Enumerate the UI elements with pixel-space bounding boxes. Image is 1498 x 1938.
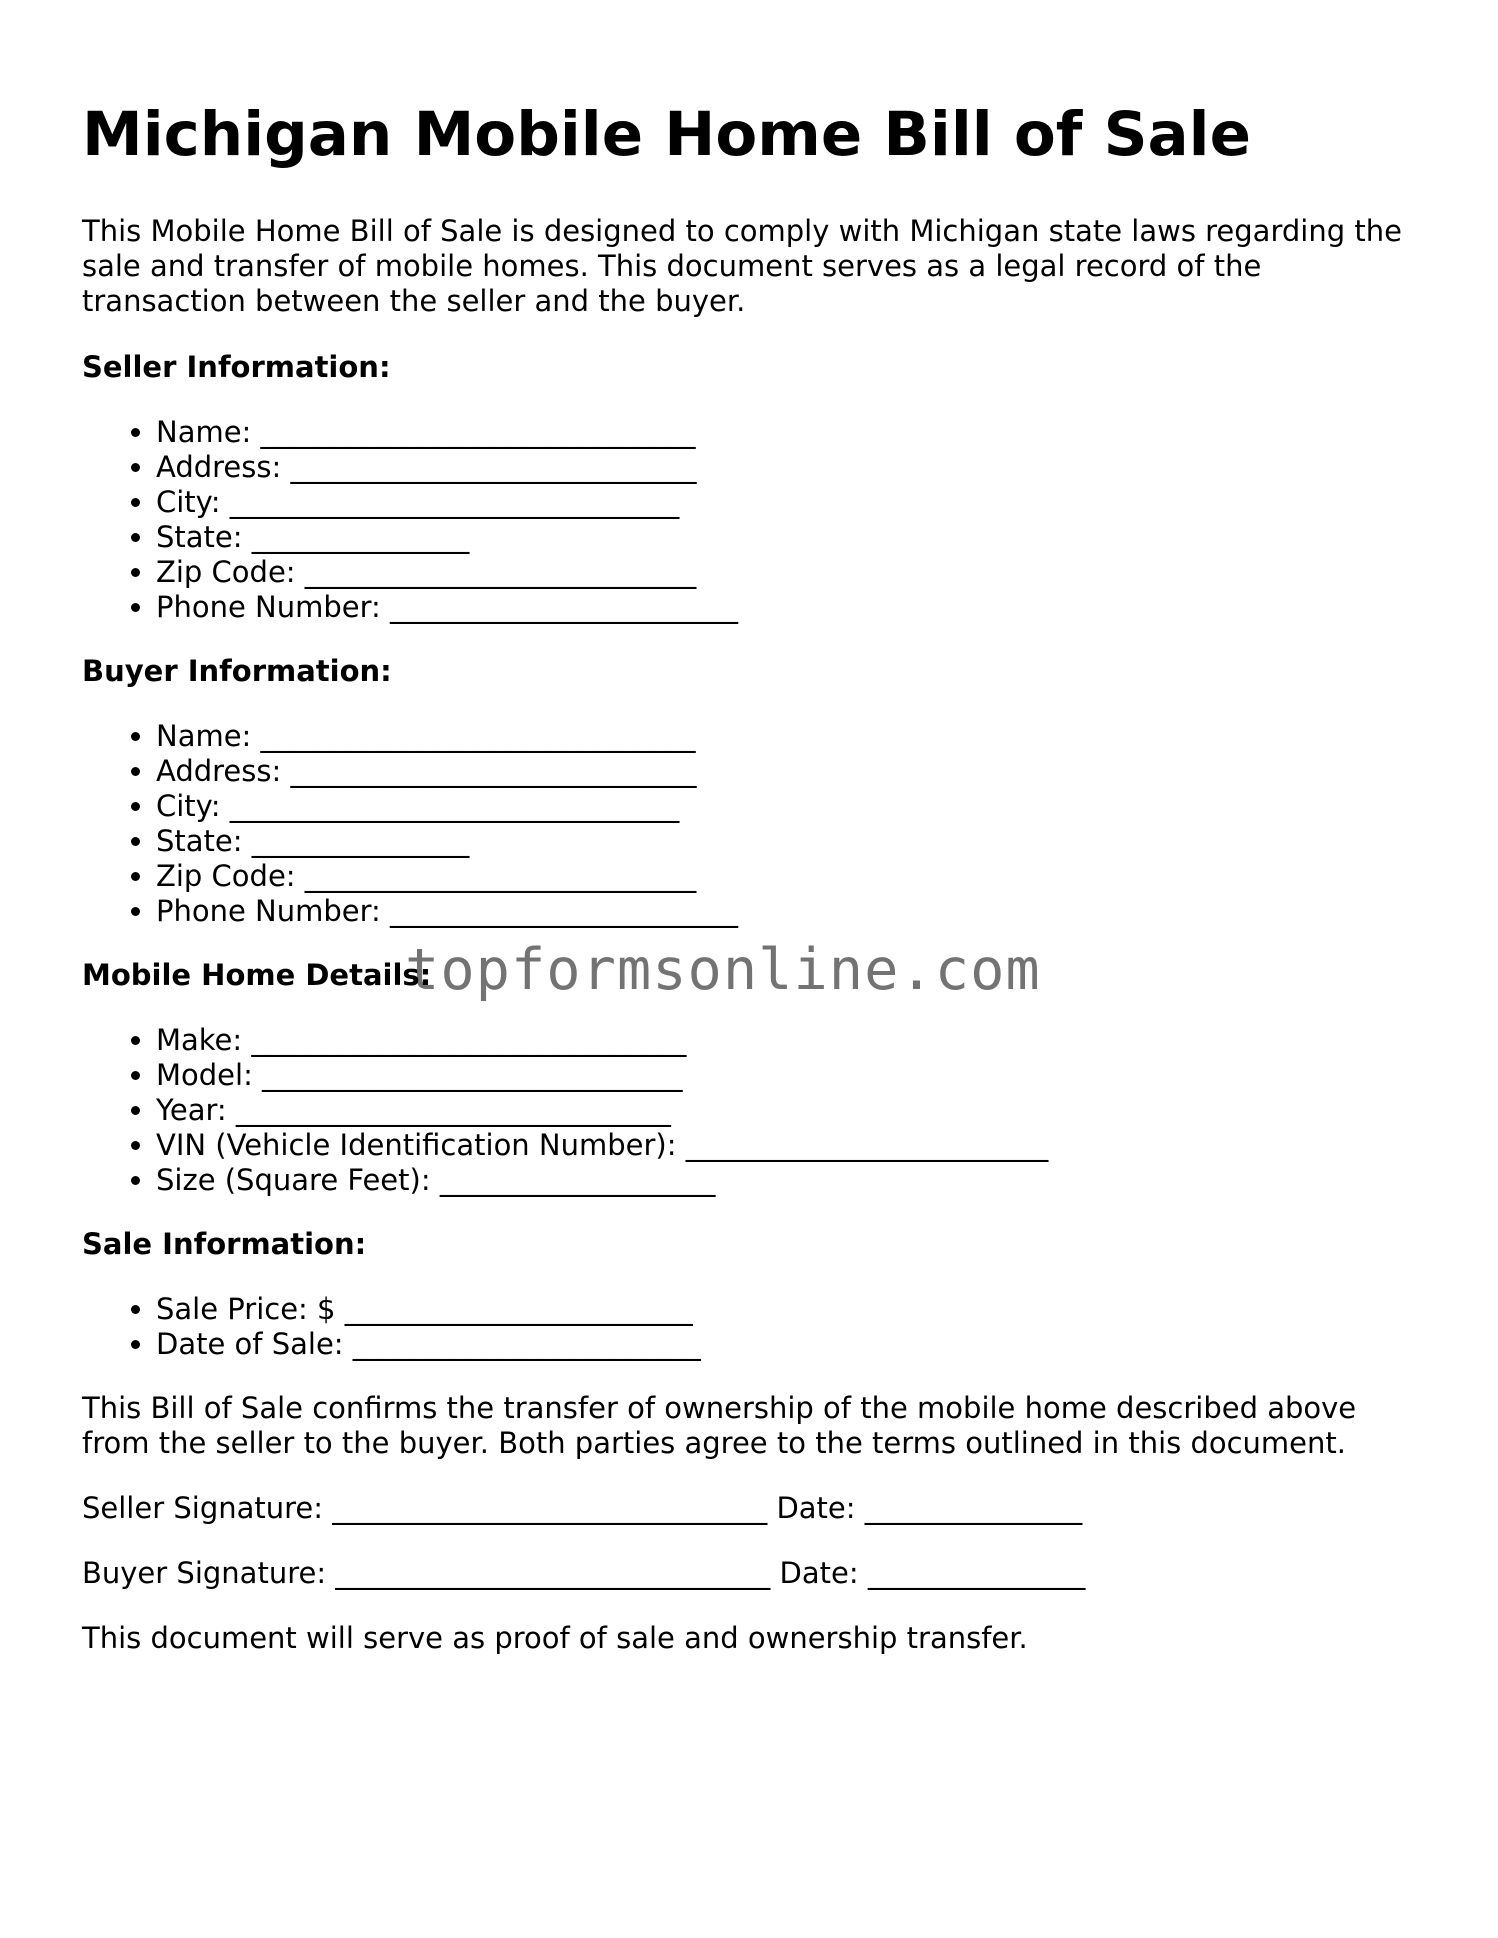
seller-state-field: • State: _______________ [156, 520, 1422, 555]
buyer-phone-field: • Phone Number: ________________________ [156, 894, 1422, 929]
home-model-field: • Model: _____________________________ [156, 1058, 1422, 1093]
buyer-city-field: • City: _______________________________ [156, 789, 1422, 824]
buyer-signature-line: Buyer Signature: ______________________________ Date: _______________ [82, 1556, 1086, 1591]
sale-price-field: • Sale Price: $ ________________________ [156, 1292, 1422, 1327]
document-page [82, 100, 1422, 1656]
seller-city-field: • City: _______________________________ [156, 485, 1422, 520]
seller-name-field: • Name: ______________________________ [156, 415, 1422, 450]
buyer-fields [82, 719, 1422, 929]
home-details-fields [82, 1023, 1422, 1198]
home-size-field: • Size (Square Feet): ___________________ [156, 1163, 1422, 1198]
buyer-address-field: • Address: ____________________________ [156, 754, 1422, 789]
seller-fields [82, 415, 1422, 625]
seller-heading: Seller Information: [82, 350, 391, 385]
intro-paragraph: This Mobile Home Bill of Sale is designed to comply with Michigan state laws regarding the sale and transfer of mobile homes. This document serves as a legal record of the transaction between the seller and the buyer. [82, 214, 1402, 319]
seller-phone-field: • Phone Number: ________________________ [156, 590, 1422, 625]
buyer-zip-field: • Zip Code: ___________________________ [156, 859, 1422, 894]
buyer-state-field: • State: _______________ [156, 824, 1422, 859]
watermark-text: topformsonline.com [405, 937, 1041, 1003]
home-vin-field: • VIN (Vehicle Identification Number): _________________________ [156, 1128, 1422, 1163]
sale-fields [82, 1292, 1422, 1362]
closing-paragraph: This Bill of Sale confirms the transfer of ownership of the mobile home described above from the seller to the buyer. Both parties agree to the terms outlined in this document. [82, 1391, 1357, 1461]
document-title: Michigan Mobile Home Bill of Sale [82, 99, 1251, 170]
buyer-heading: Buyer Information: [82, 654, 392, 689]
sale-date-field: • Date of Sale: ________________________ [156, 1327, 1422, 1362]
seller-signature-line: Seller Signature: ______________________________ Date: _______________ [82, 1491, 1083, 1526]
seller-zip-field: • Zip Code: ___________________________ [156, 555, 1422, 590]
home-make-field: • Make: ______________________________ [156, 1023, 1422, 1058]
sale-heading: Sale Information: [82, 1227, 367, 1262]
home-details-heading: Mobile Home Details: [82, 958, 432, 993]
footer-note: This document will serve as proof of sale and ownership transfer. [82, 1621, 1028, 1656]
buyer-name-field: • Name: ______________________________ [156, 719, 1422, 754]
home-year-field: • Year: ______________________________ [156, 1093, 1422, 1128]
seller-address-field: • Address: ____________________________ [156, 450, 1422, 485]
